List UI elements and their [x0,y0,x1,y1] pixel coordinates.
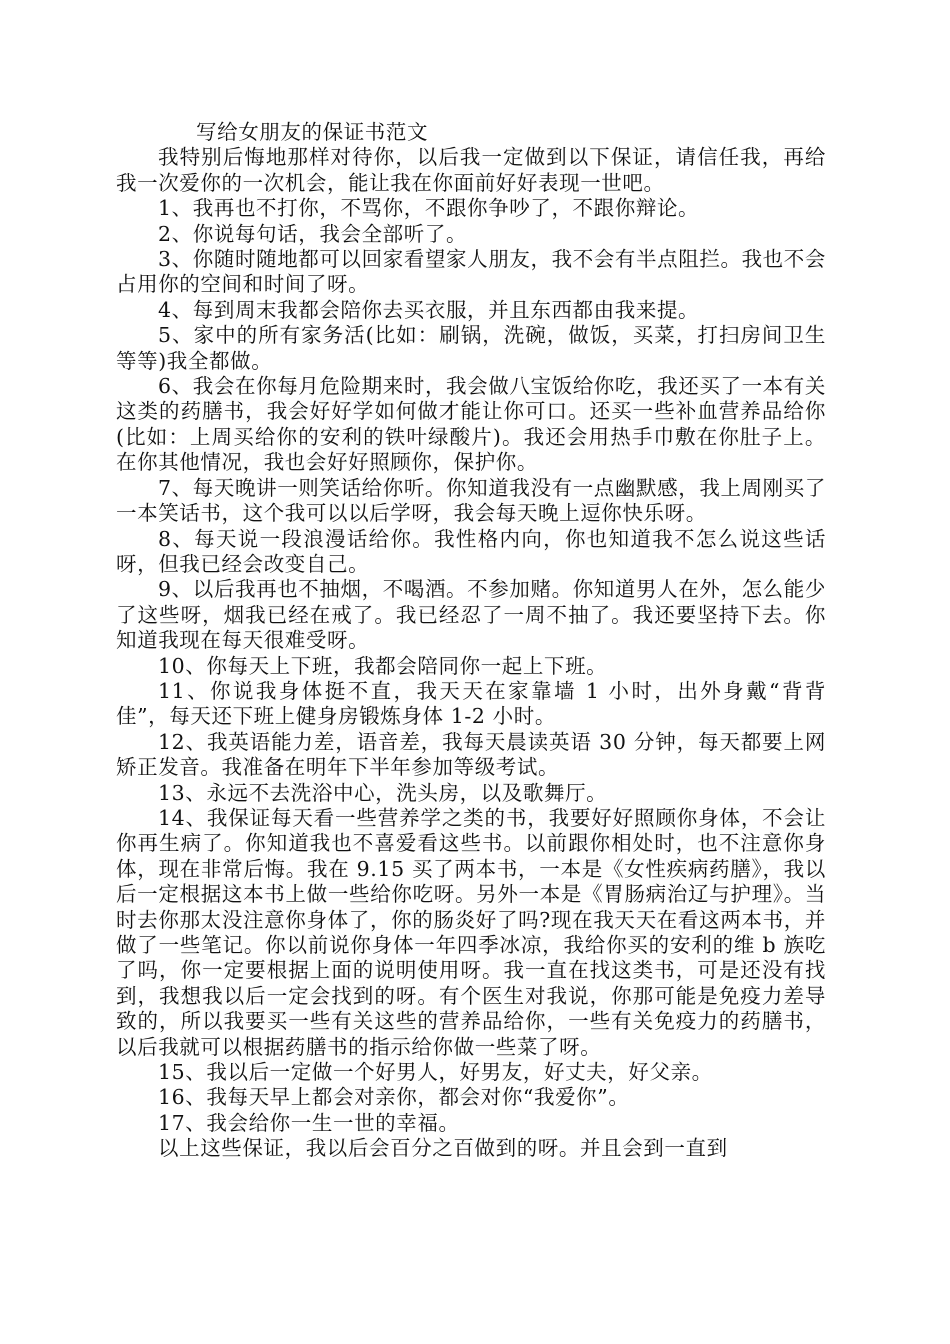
paragraph-item-4: 4、每到周末我都会陪你去买衣服，并且东西都由我来提。 [158,297,700,322]
paragraph-item-6: 6、我会在你每月危险期来时，我会做八宝饭给你吃，我还买了一本有关这类的药膳书，我会好好学如何做才能让你可口。还买一些补血营养品给你(比如：上周买给你的安利的铁叶绿酸片)。我还会用热手巾敷在你肚子上。在你其他情况，我也会好好照顾你，保护你。 [116,374,826,475]
paragraph-item-11: 11、你说我身体挺不直，我天天在家靠墙 1 小时，出外身戴“背背佳”，每天还下班上健身房锻炼身体 1-2 小时。 [116,678,826,729]
paragraph-item-16: 16、我每天早上都会对亲你，都会对你“我爱你”。 [158,1085,630,1110]
paragraph-item-13: 13、永远不去洗浴中心，洗头房，以及歌舞厅。 [158,780,608,805]
paragraph-item-1: 1、我再也不打你，不骂你，不跟你争吵了，不跟你辩论。 [158,196,700,221]
paragraph-item-14: 14、我保证每天看一些营养学之类的书，我要好好照顾你身体，不会让你再生病了。你知道我也不喜爱看这些书。以前跟你相处时，也不注意你身体，现在非常后悔。我在 9.15 买了两本书，一本是《女性疾病药膳》，我以后一定根据这本书上做一些给你吃呀。另外一本是《胃肠病治辽与护理》。当时去你那太没注意你身体了，你的肠炎好了吗?现在我天天在看这两本书，并做了一些笔记。你以前说你身体一年四季冰凉，我给你买的安利的维 b 族吃了吗，你一定要根据上面的说明使用呀。我一直在找这类书，可是还没有找到，我想我以后一定会找到的呀。有个医生对我说，你那可能是免疫力差导致的，所以我要买一些有关这些的营养品给你，一些有关免疫力的药膳书，以后我就可以根据药膳书的指示给你做一些菜了呀。 [116,805,826,1059]
document-title: 写给女朋友的保证书范文 [196,120,429,144]
paragraph-closing: 以上这些保证，我以后会百分之百做到的呀。并且会到一直到 [158,1136,728,1161]
paragraph-item-17: 17、我会给你一生一世的幸福。 [158,1110,460,1135]
document-body [116,120,826,1162]
paragraph-item-5: 5、家中的所有家务活(比如：刷锅，洗碗，做饭，买菜，打扫房间卫生等等)我全都做。 [116,323,826,373]
paragraph-item-15: 15、我以后一定做一个好男人，好男友，好丈夫，好父亲。 [158,1060,713,1085]
paragraph-item-10: 10、你每天上下班，我都会陪同你一起上下班。 [158,653,608,678]
paragraph-item-2: 2、你说每句话，我会全部听了。 [158,221,468,246]
paragraph-item-9: 9、以后我再也不抽烟，不喝酒。不参加赌。你知道男人在外，怎么能少了这些呀，烟我已经在戒了。我已经忍了一周不抽了。我还要坚持下去。你知道我现在每天很难受呀。 [116,577,826,653]
paragraph-item-7: 7、每天晚讲一则笑话给你听。你知道我没有一点幽默感，我上周刚买了一本笑话书，这个我可以以后学呀，我会每天晚上逗你快乐呀。 [116,475,826,526]
paragraph-item-3: 3、你随时随地都可以回家看望家人朋友，我不会有半点阻拦。我也不会占用你的空间和时间了呀。 [116,247,826,297]
paragraph-intro: 我特别后悔地那样对待你，以后我一定做到以下保证，请信任我，再给我一次爱你的一次机会，能让我在你面前好好表现一世吧。 [116,145,826,195]
paragraph-item-12: 12、我英语能力差，语音差，我每天晨读英语 30 分钟，每天都要上网矫正发音。我准备在明年下半年参加等级考试。 [116,729,826,780]
paragraph-item-8: 8、每天说一段浪漫话给你。我性格内向，你也知道我不怎么说这些话呀，但我已经会改变自己。 [116,526,826,576]
